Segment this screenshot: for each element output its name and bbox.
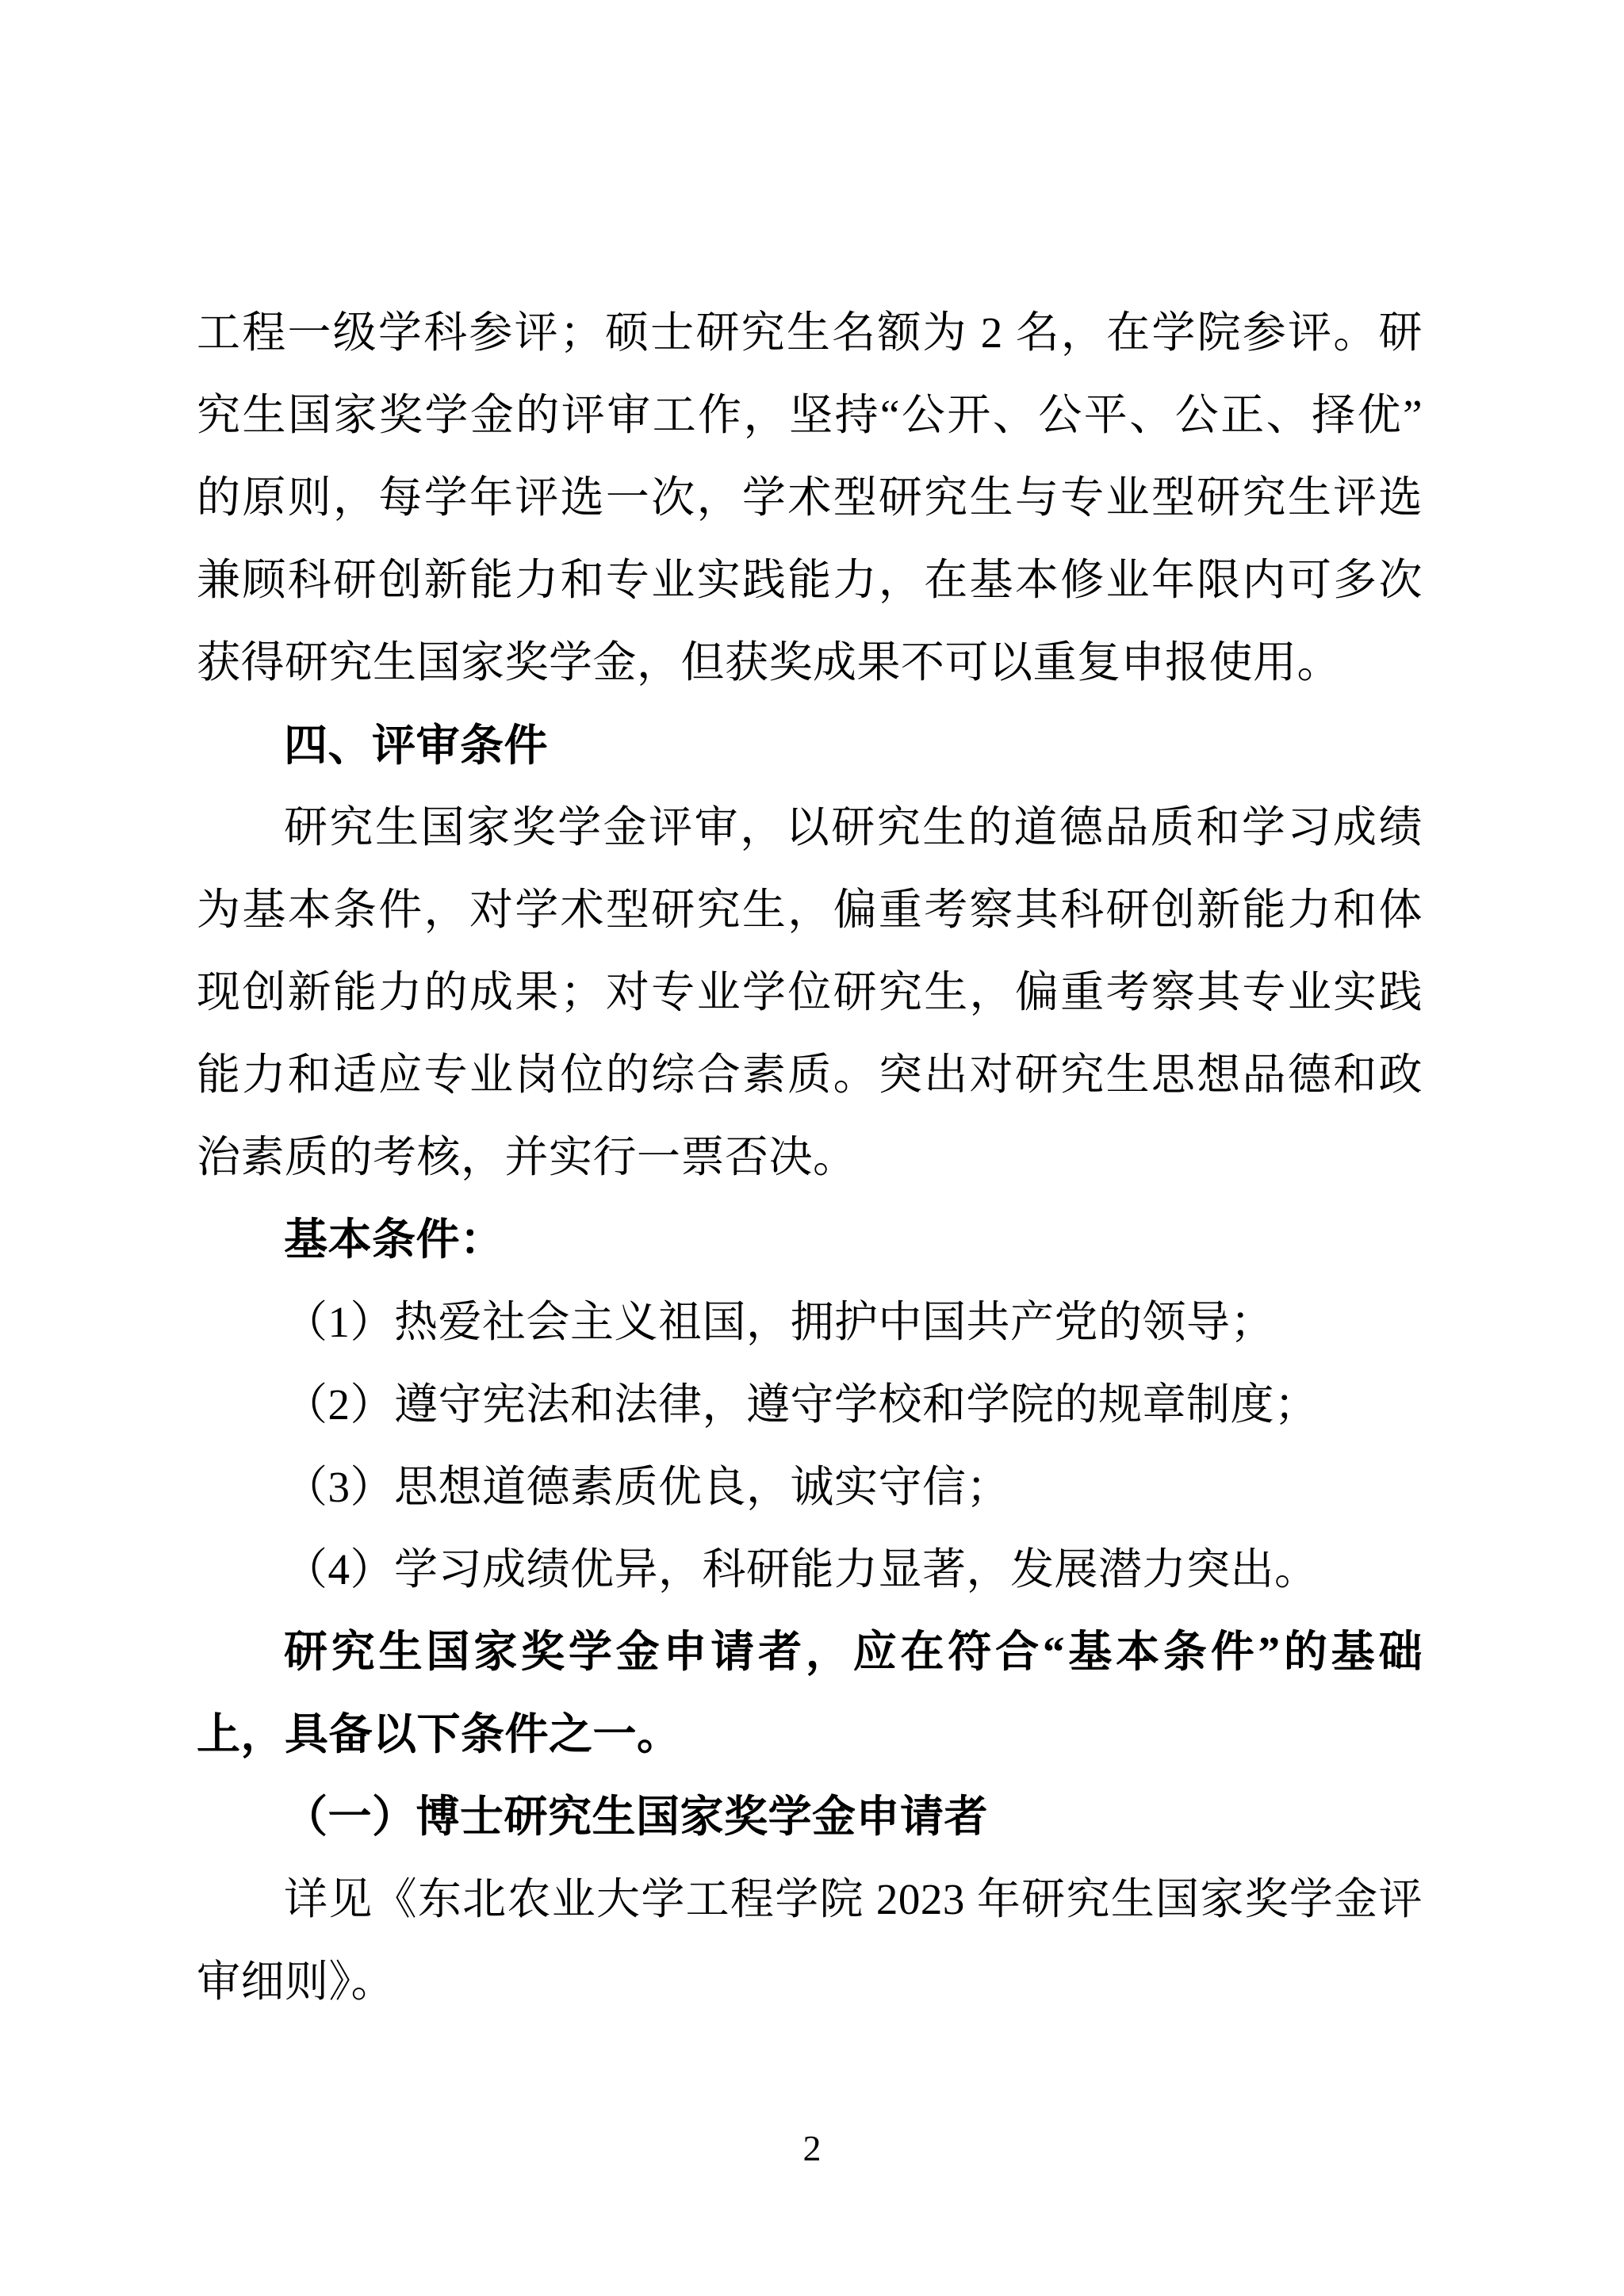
list-item-condition-1: （1）热爱社会主义祖国，拥护中国共产党的领导；	[284, 1298, 1275, 1346]
document-body	[197, 292, 1423, 2023]
subheading-basic-conditions: 基本条件：	[284, 1215, 504, 1264]
subheading-doctoral-applicants: （一）博士研究生国家奖学金申请者	[284, 1793, 989, 1841]
paragraph-see-detailed-rules: 详见《东北农业大学工程学院 2023 年研究生国家奖学金评审细则》。	[197, 1875, 1423, 2006]
paragraph-applicant-requirement: 研究生国家奖学金申请者，应在符合“基本条件”的基础上，具备以下条件之一。	[197, 1628, 1423, 1758]
list-item-condition-3: （3）思想道德素质优良，诚实守信；	[284, 1463, 1011, 1511]
paragraph-review-criteria: 研究生国家奖学金评审，以研究生的道德品质和学习成绩为基本条件，对学术型研究生，偏重考察其科研创新能力和体现创新能力的成果；对专业学位研究生，偏重考察其专业实践能力和适应专业岗位的综合素质。突出对研究生思想品德和政治素质的考核，并实行一票否决。	[197, 803, 1423, 1181]
section-heading-review-conditions: 四、评审条件	[284, 721, 549, 770]
paragraph-scholarship-review-intro: 工程一级学科参评；硕士研究生名额为 2 名，在学院参评。研究生国家奖学金的评审工作，坚持“公开、公平、公正、择优”的原则，每学年评选一次，学术型研究生与专业型研究生评选兼顾科研创新能力和专业实践能力，在基本修业年限内可多次获得研究生国家奖学金，但获奖成果不可以重复申报使用。	[197, 308, 1423, 687]
page-number: 2	[802, 2128, 822, 2168]
list-item-condition-2: （2）遵守宪法和法律，遵守学校和学院的规章制度；	[284, 1380, 1319, 1429]
list-item-condition-4: （4）学习成绩优异，科研能力显著，发展潜力突出。	[284, 1545, 1319, 1594]
